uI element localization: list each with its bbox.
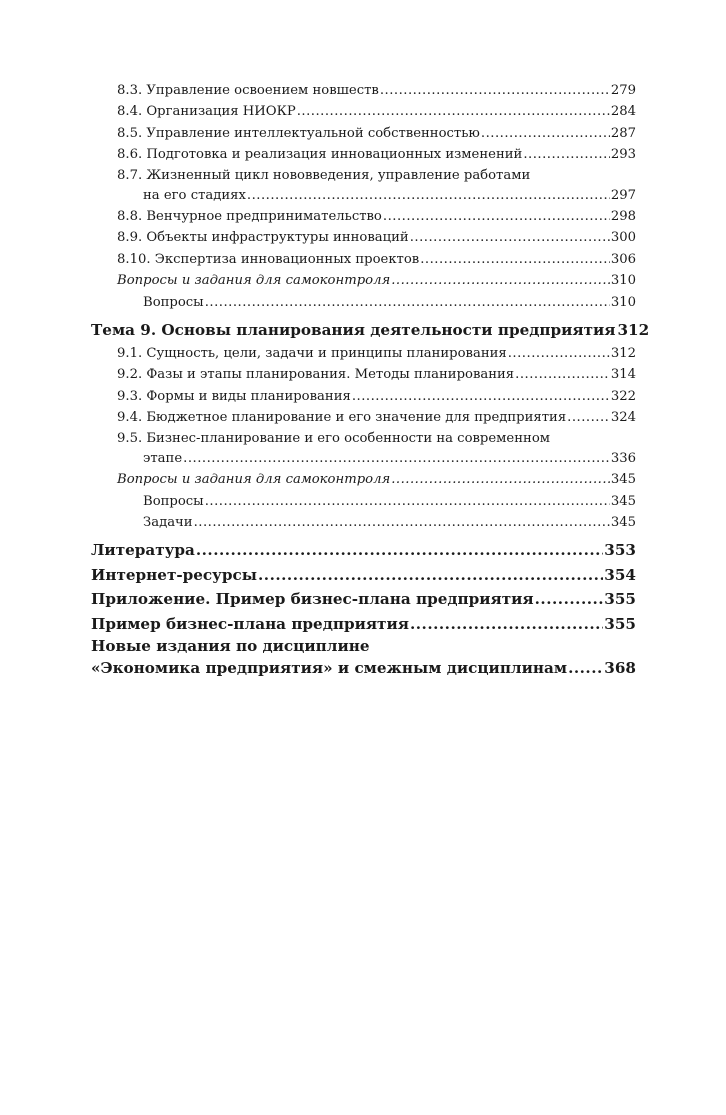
toc-entry-9-2[interactable]	[91, 364, 636, 385]
toc-entry-label: 8.3. Управление освоением новшеств	[117, 83, 379, 98]
toc-entry-page: 368	[604, 659, 636, 678]
toc-entry-bizplan[interactable]	[91, 612, 636, 637]
toc-entry-label: 9.1. Сущность, цели, задачи и принципы планирования	[117, 346, 507, 362]
toc-entry-page: 355	[604, 590, 636, 609]
toc-entry-8-7[interactable]	[91, 166, 636, 206]
toc-entry-internet-resources[interactable]	[91, 563, 636, 588]
toc-entry-page: 287	[610, 125, 636, 141]
toc-entry-label: 8.4. Организация НИОКР	[117, 104, 296, 120]
leader-dots	[205, 491, 610, 512]
toc-entry-page: 355	[604, 614, 636, 633]
toc-entry-page: 312	[617, 321, 650, 340]
toc-entry-label-line2: этапе	[143, 450, 183, 466]
toc-entry-9-tasks[interactable]	[91, 512, 636, 533]
toc-entry-line2	[91, 185, 636, 206]
toc-entry-page: 298	[610, 209, 636, 225]
toc-entry-page: 310	[610, 294, 636, 310]
toc-entry-page: 345	[610, 514, 636, 530]
toc-entry-label: Вопросы и задания для самоконтроля	[117, 273, 391, 289]
toc-entry-label: 9.4. Бюджетное планирование и его значение для предприятия	[117, 410, 567, 426]
leader-dots	[410, 612, 603, 637]
toc-entry-label: 8.6. Подготовка и реализация инновационных изменений	[117, 147, 523, 163]
toc-entry-page: 293	[610, 147, 636, 163]
toc-entry-appendix[interactable]	[91, 587, 636, 612]
toc-entry-label: Задачи	[143, 514, 193, 530]
toc-entry-label-line1: 8.7. Жизненный цикл нововведения, управление работами	[117, 167, 531, 183]
toc-entry-8-6[interactable]	[91, 144, 636, 165]
toc-entry-label: Литература	[91, 541, 195, 560]
toc-entry-page: 300	[610, 230, 636, 246]
toc-entry-page: 314	[610, 367, 636, 383]
leader-dots	[568, 656, 603, 681]
toc-entry-9-questions[interactable]	[91, 491, 636, 512]
toc-entry-label: Пример бизнес-плана предприятия	[91, 614, 409, 633]
leader-dots	[194, 512, 610, 533]
leader-dots	[481, 123, 610, 144]
toc-entry-9-4[interactable]	[91, 407, 636, 428]
toc-entry-8-questions[interactable]	[91, 292, 636, 313]
leader-dots	[380, 80, 610, 101]
toc-entry-9-1[interactable]	[91, 343, 636, 364]
toc-entry-label: 8.10. Экспертиза инновационных проектов	[117, 251, 420, 267]
toc-entry-9-3[interactable]	[91, 386, 636, 407]
leader-dots	[391, 469, 610, 490]
toc-entry-label: 8.5. Управление интеллектуальной собственностью	[117, 125, 480, 141]
toc-back-matter	[91, 538, 636, 681]
leader-dots	[383, 206, 610, 227]
leader-dots	[535, 587, 604, 612]
leader-dots	[258, 563, 603, 588]
leader-dots	[391, 270, 610, 291]
leader-dots	[515, 364, 610, 385]
toc-entry-8-5[interactable]	[91, 123, 636, 144]
toc-entry-literature[interactable]	[91, 538, 636, 563]
toc-entry-page: 284	[610, 104, 636, 120]
toc-entry-8-3[interactable]	[91, 80, 636, 101]
toc-entry-label: Интернет-ресурсы	[91, 565, 257, 584]
toc-entry-line2	[91, 448, 636, 469]
leader-dots	[196, 538, 603, 563]
toc-entry-label-line2: на его стадиях	[143, 187, 246, 203]
toc-entry-page: 345	[610, 472, 636, 488]
toc-entry-line2	[91, 656, 636, 681]
toc-entry-8-10[interactable]	[91, 249, 636, 270]
toc-entry-label: Вопросы	[143, 493, 204, 509]
leader-dots	[410, 227, 610, 248]
toc-entry-page: 310	[610, 273, 636, 289]
toc-entry-theme-9[interactable]	[91, 318, 650, 342]
leader-dots	[297, 101, 610, 122]
toc-entry-8-4[interactable]	[91, 101, 636, 122]
toc-entry-page: 279	[610, 83, 636, 98]
leader-dots	[567, 407, 610, 428]
toc-entry-page: 353	[604, 541, 636, 560]
toc-entry-9-selfcheck[interactable]	[91, 469, 636, 490]
toc-entry-label: Тема 9. Основы планирования деятельности предприятия	[91, 321, 616, 340]
leader-dots	[247, 185, 610, 206]
table-of-contents	[91, 80, 650, 681]
leader-dots	[183, 448, 610, 469]
toc-entry-8-9[interactable]	[91, 227, 636, 248]
toc-entry-label: 9.3. Формы и виды планирования	[117, 388, 351, 404]
toc-entry-page: 312	[610, 346, 636, 362]
leader-dots	[352, 386, 610, 407]
toc-entry-label: Вопросы	[143, 294, 204, 310]
toc-entry-new-editions[interactable]	[91, 636, 636, 681]
toc-entry-page: 345	[610, 493, 636, 509]
toc-entry-8-selfcheck[interactable]	[91, 270, 636, 291]
toc-entry-label: 8.8. Венчурное предпринимательство	[117, 209, 382, 225]
toc-entry-page: 324	[610, 410, 636, 426]
toc-entry-page: 322	[610, 388, 636, 404]
toc-entry-page: 336	[610, 450, 636, 466]
toc-entry-label-line1: Новые издания по дисциплине	[91, 637, 370, 656]
toc-entry-label: Приложение. Пример бизнес-плана предприятия	[91, 590, 534, 609]
leader-dots	[420, 249, 610, 270]
toc-entry-label: 9.2. Фазы и этапы планирования. Методы планирования	[117, 367, 515, 383]
toc-entry-page: 354	[604, 565, 636, 584]
toc-entry-page: 297	[610, 187, 636, 203]
toc-entry-8-8[interactable]	[91, 206, 636, 227]
toc-entry-page: 306	[610, 251, 636, 267]
leader-dots	[508, 343, 610, 364]
toc-entry-label: Вопросы и задания для самоконтроля	[117, 472, 391, 488]
toc-entry-label: 8.9. Объекты инфраструктуры инноваций	[117, 230, 409, 246]
leader-dots	[205, 292, 610, 313]
toc-entry-label-line2: «Экономика предприятия» и смежным дисциплинам	[91, 659, 568, 678]
toc-entry-9-5[interactable]	[91, 429, 636, 469]
leader-dots	[523, 144, 609, 165]
toc-entry-label-line1: 9.5. Бизнес-планирование и его особенности на современном	[117, 430, 551, 446]
